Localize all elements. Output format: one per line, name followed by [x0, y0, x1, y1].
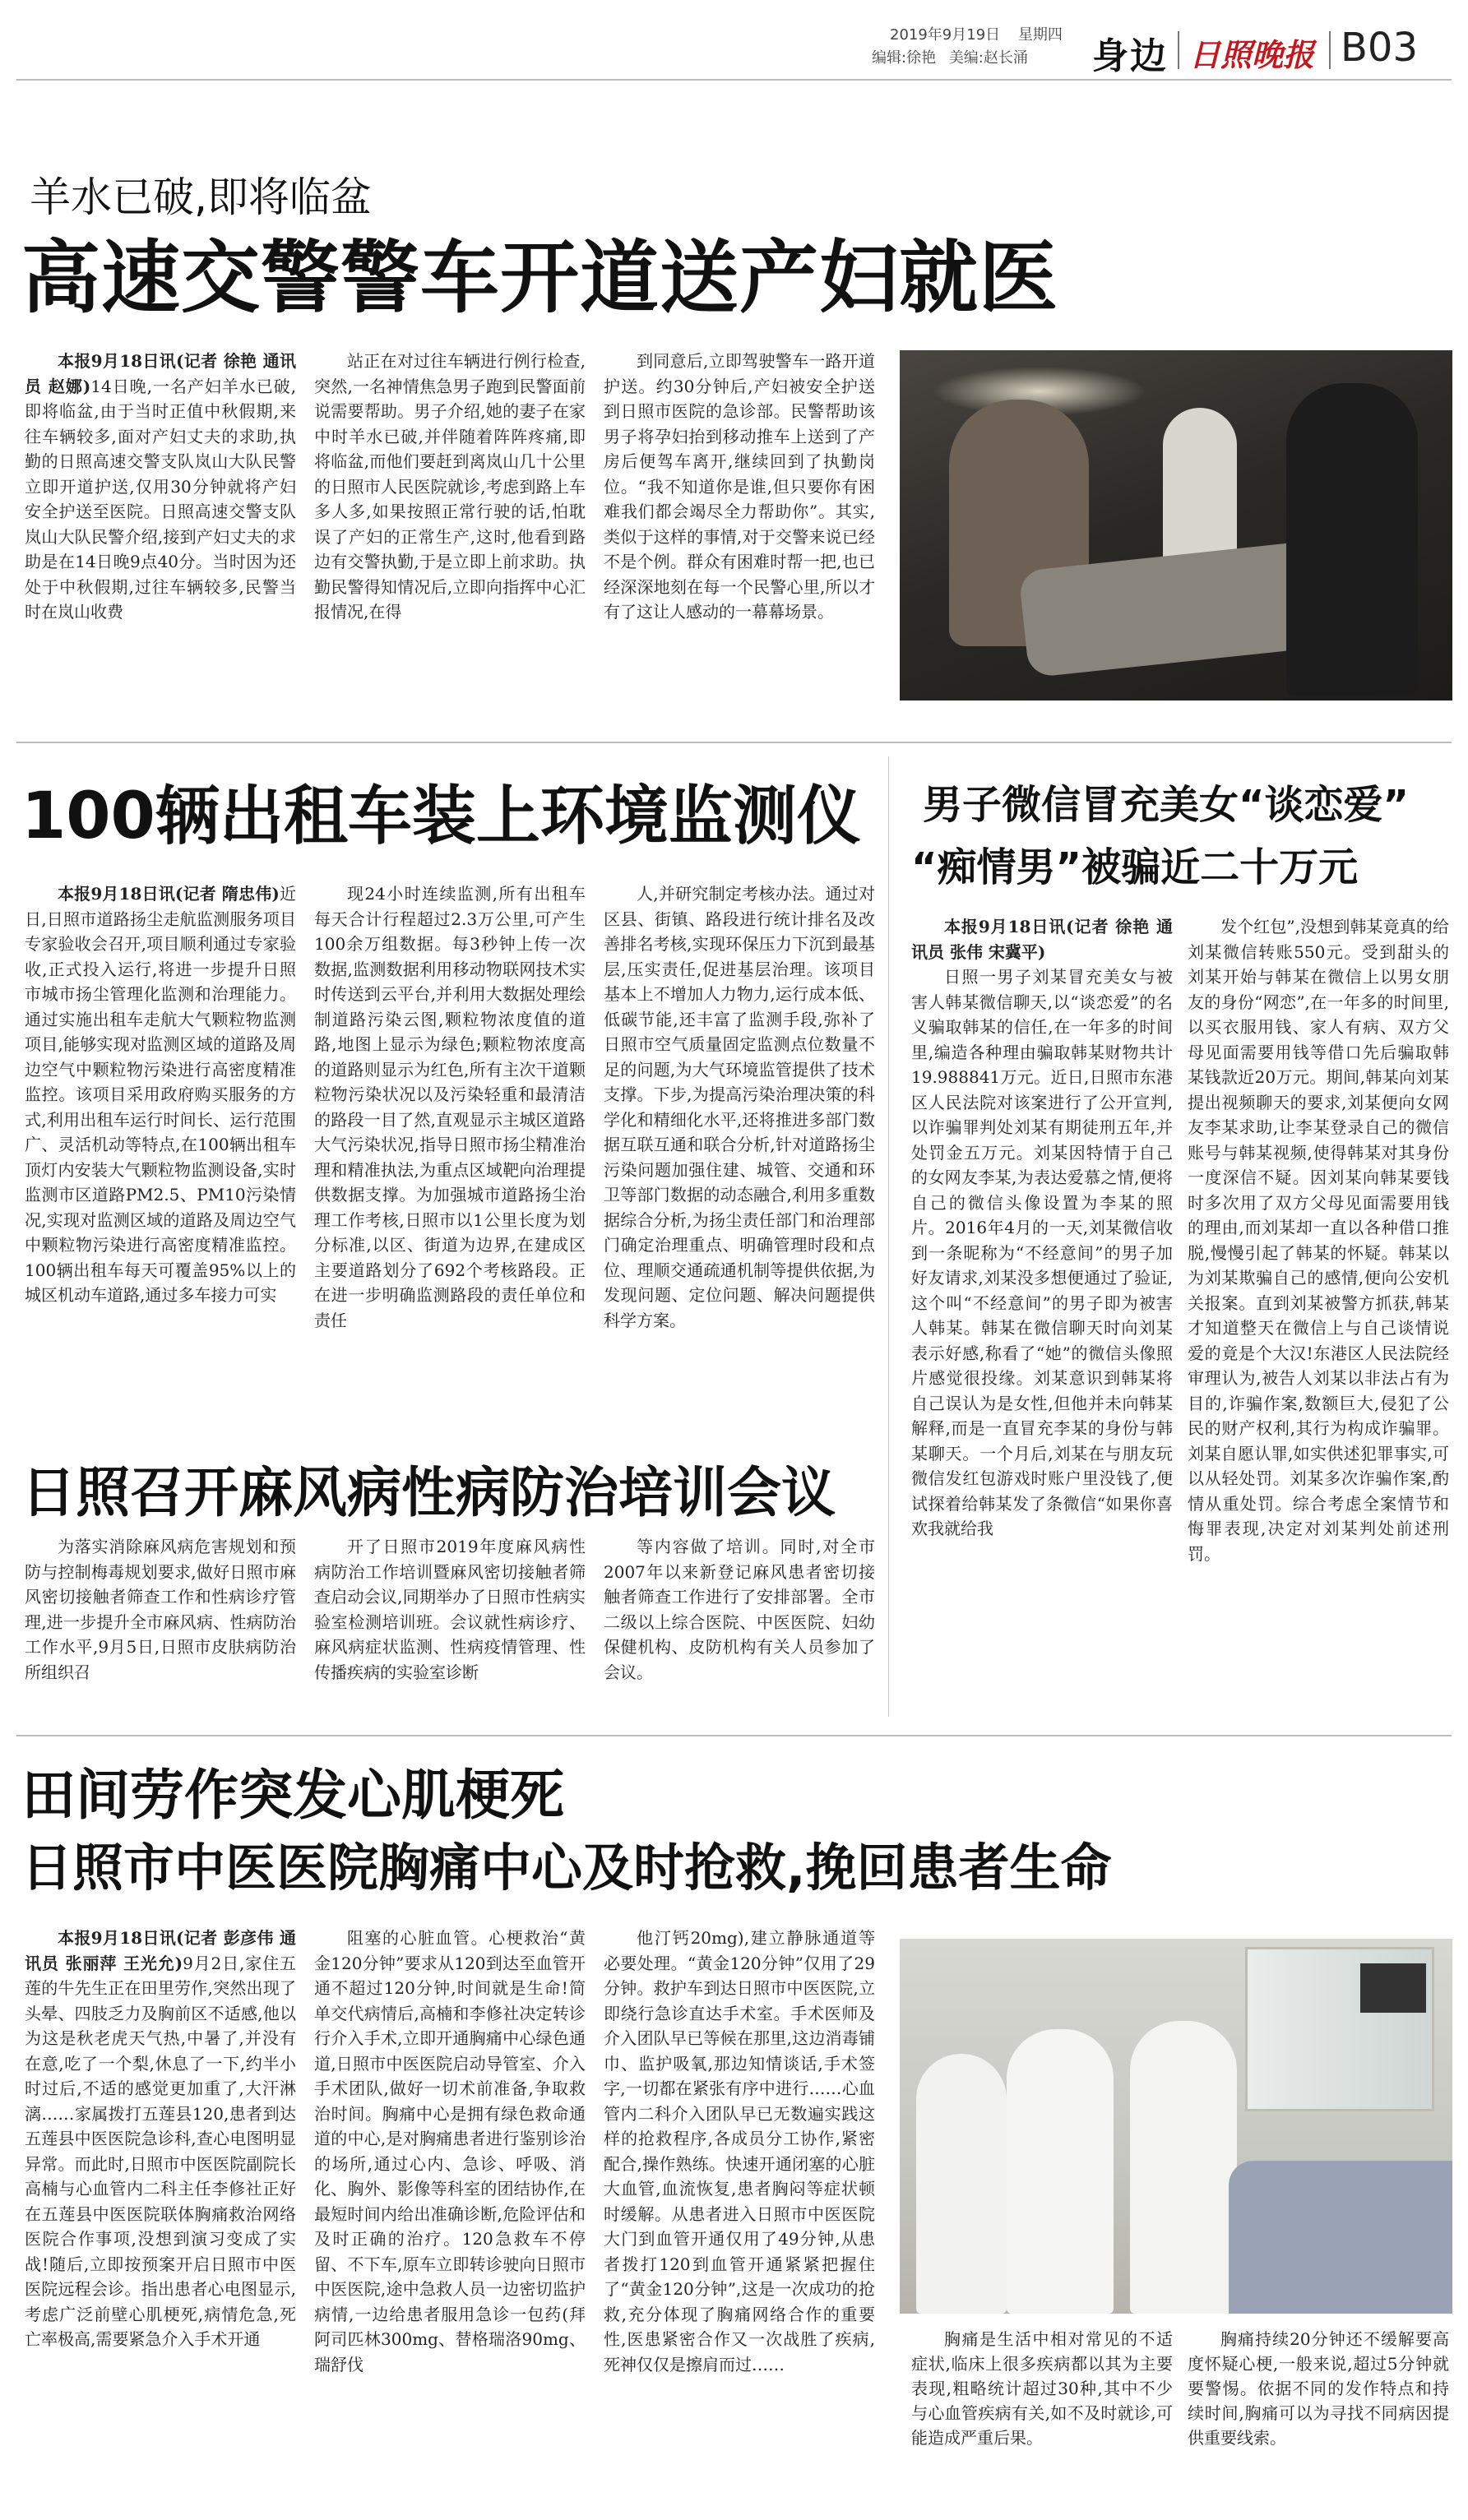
story3-col1-text: 为落实消除麻风病危害规划和预防与控制梅毒规划要求,做好日照市麻风密切接触者筛查工作和性病诊疗管理,进一步提升全市麻风病、性病防治工作水平,9月5日,日照市皮肤病防治所组织召 — [25, 1537, 296, 1682]
story5-headline1: 田间劳作突发心肌梗死 — [21, 1764, 564, 1827]
story5-col2-text: 阻塞的心脏血管。心梗救治“黄金120分钟”要求从120到达至血管开通不超过120分钟,时间就是生命!简单交代病情后,高楠和李修社决定转诊行介入手术,立即开通胸痛中心绿色通道,日照市中医医院启动导管室、介入手术团队,做好一切术前准备,争取救治时间。胸痛中心是拥有绿色救命通道的中心,是对胸痛患者进行鉴别诊治的场所,通过心内、急诊、呼吸、消化、胸外、影像等科室的团结协作,在最短时间内给出准确诊断,危险评估和及时正确的治疗。120急救车不停留、不下车,原车立即转诊驶向日照市中医医院,途中急救人员一边密切监护病情,一边给患者服用急诊一包药(拜阿司匹林300mg、替格瑞洛90mg、瑞舒伐 — [314, 1928, 586, 2374]
story3-col2 — [314, 1534, 586, 1717]
paper-logo: 日照晚报 — [1189, 36, 1315, 73]
story5-caption2 — [1188, 2327, 1449, 2509]
story2-col1-text: 近日,日照市道路扬尘走航监测服务项目专家验收会召开,项目顺利通过专家验收,正式投入运行,将进一步提升日照市城市扬尘管理化监测和治理能力。通过实施出租车走航大气颗粒物监测项目,能够实现对监测区域的道路及周边空气中颗粒物污染进行高密度精准监控。该项目采用政府购买服务的方式,利用出租车运行时间长、运行范围广、灵活机动等特点,在100辆出租车顶灯内安装大气颗粒物监测设备,实时监测市区道路PM2.5、PM10污染情况,实现对监测区域的道路及周边空气中颗粒物污染进行高密度精准监控。100辆出租车每天可覆盖95%以上的城区机动车道路,通过多车接力可实 — [25, 884, 296, 1305]
masthead-divider-1 — [1178, 31, 1179, 69]
story2-col2 — [314, 881, 586, 1431]
story2-headline: 100辆出租车装上环境监测仪 — [21, 779, 861, 853]
story5-caption1-text: 胸痛是生活中相对常见的不适症状,临床上很多疾病都以其为主要表现,粗略统计超过30种,其中不少与心血管疾病有关,如不及时就诊,可能造成严重后果。 — [911, 2329, 1173, 2448]
story5-col3 — [604, 1926, 875, 2511]
photo-monitor — [1360, 1963, 1426, 2013]
story1-col1 — [25, 349, 296, 725]
story1-col1-text: 14日晚,一名产妇羊水已破,即将临盆,由于当时正值中秋假期,来往车辆较多,面对产妇丈夫的求助,执勤的日照高速交警支队岚山大队民警立即开道护送,仅用30分钟就将产妇安全护送至医院。日照高速交警支队岚山大队民警介绍,接到产妇丈夫的求助是在14日晚9点40分。当时因为还处于中秋假期,过往车辆较多,民警当时在岚山收费 — [25, 376, 296, 622]
story4-col1 — [911, 914, 1173, 1717]
story4-divider — [16, 1735, 1452, 1736]
story5-headline2: 日照市中医医院胸痛中心及时抢救,挽回患者生命 — [21, 1838, 1112, 1898]
story1-dateline: 本报9月18日讯(记者 徐艳 通讯员 赵娜) — [25, 351, 296, 396]
story1-headline: 高速交警警车开道送产妇就医 — [21, 232, 1058, 324]
story2-col1 — [25, 881, 296, 1431]
photo-doctor-2 — [1007, 2029, 1114, 2314]
story1-col3 — [604, 349, 875, 725]
story4-headline2: “痴情男”被骗近二十万元 — [911, 844, 1359, 890]
story3-col1 — [25, 1534, 296, 1717]
photo-patient-bed — [1229, 2161, 1452, 2314]
story4-col1-text: 日照一男子刘某冒充美女与被害人韩某微信聊天,以“谈恋爱”的名义骗取韩某的信任,在一年多的时间里,编造各种理由骗取韩某财物共计19.988841万元。近日,日照市东港区人民法院对该案进行了公开宣判,以诈骗罪判处刘某有期徒刑五年,并处罚金五万元。刘某因特情于自己的女网友李某,为表达爱慕之情,便将自己的微信头像设置为李某的照片。2016年4月的一天,刘某微信收到一条昵称为“不经意间”的男子加好友请求,刘某没多想便通过了验证,这个叫“不经意间”的男子即为被害人韩某。韩某在微信聊天时向刘某表示好感,称看了“她”的微信头像照片感觉很投缘。刘某意识到韩某将自己误认为是女性,但他并未向韩某解释,而是一直冒充李某的身份与韩某聊天。一个月后,刘某在与朋友玩微信发红包游戏时账户里没钱了,便试探着给韩某发了条微信“如果你喜欢我就给我 — [911, 967, 1173, 1538]
story3-col3 — [604, 1534, 875, 1717]
story4-headline1: 男子微信冒充美女“谈恋爱” — [923, 782, 1410, 828]
story5-caption2-text: 胸痛持续20分钟还不缓解要高度怀疑心梗,一般来说,超过5分钟就要警惕。依据不同的发作特点和持续时间,胸痛可以为寻找不同病因提供重要线索。 — [1188, 2329, 1449, 2448]
story2-dateline: 本报9月18日讯(记者 隋忠伟) — [58, 884, 280, 904]
story5-col3-text: 他汀钙20mg),建立静脉通道等必要处理。“黄金120分钟”仅用了29分钟。救护车到达日照市中医医院,立即绕行急诊直达手术室。手术医师及介入团队早已等候在那里,这边消毒铺巾、监护吸氧,那边知情谈话,手术签字,一切都在紧张有序中进行……心血管内二科介入团队早已无数遍实践这样的抢救程序,各成员分工协作,紧密配合,操作熟练。快速开通闭塞的心脏大血管,血流恢复,患者胸闷等症状顿时缓解。从患者进入日照市中医医院大门到血管开通仅用了49分钟,从患者拨打120到血管开通紧紧把握住了“黄金120分钟”,这是一次成功的抢救,充分体现了胸痛网络合作的重要性,医患紧密合作又一次战胜了疾病,死神仅仅是擦肩而过…… — [604, 1928, 875, 2374]
story5-col1 — [25, 1926, 296, 2511]
photo-person-right — [1286, 383, 1418, 696]
story4-col2 — [1188, 914, 1449, 1717]
editor-text: 编辑:徐艳 — [872, 49, 937, 67]
weekday-text: 星期四 — [1017, 26, 1063, 44]
story5-caption1 — [911, 2327, 1173, 2509]
story5-col1-text: 9月2日,家住五莲的牛先生正在田里劳作,突然出现了头晕、四肢乏力及胸前区不适感,他以为这是秋老虎天气热,中暑了,并没有在意,吃了一个梨,休息了一下,约半小时过后,不适的感觉更加重了,大汗淋漓……家属拨打五莲县120,患者到达五莲县中医医院急诊科,查心电图明显异常。而此时,日照市中医医院副院长高楠与心血管内二科主任李修社正好在五莲县中医医院联体胸痛救治网络医院合作事项,没想到演习变成了实战!随后,立即按预案开启日照市中医医院远程会诊。指出患者心电图显示,考虑广泛前壁心肌梗死,病情危急,死亡率极高,需要紧急介入手术开通 — [25, 1953, 296, 2349]
page-number: B03 — [1341, 25, 1419, 71]
story2-col2-text: 现24小时连续监测,所有出租车每天合计行程超过2.3万公里,可产生100余万组数据。每3秒钟上传一次数据,监测数据利用移动物联网技术实时传送到云平台,并利用大数据处理绘制道路污染云图,颗粒物浓度值的道路,地图上显示为绿色;颗粒物浓度高的道路则显示为红色,所有主次干道颗粒物污染状况以及污染轻重和最清洁的路段一目了然,直观显示主城区道路大气污染状况,指导日照市扬尘精准治理和精准执法,为重点区域靶向治理提供数据支撑。为加强城市道路扬尘治理工作考核,日照市以1公里长度为划分标准,以区、街道为边界,在建成区主要道路划分了692个考核路段。正在进一步明确监测路段的责任单位和责任 — [314, 884, 586, 1330]
date-text: 2019年9月19日 — [890, 26, 1001, 44]
story5-col2 — [314, 1926, 586, 2511]
story1-kicker: 羊水已破,即将临盆 — [30, 173, 372, 221]
masthead-credits — [872, 46, 1028, 67]
story1-divider — [16, 742, 1452, 743]
story3-headline: 日照召开麻风病性病防治培训会议 — [21, 1461, 836, 1524]
story1-col3-text: 到同意后,立即驾驶警车一路开道护送。约30分钟后,产妇被安全护送到日照市医院的急诊部。民警帮助该男子将孕妇抬到移动推车上送到了产房后便驾车离开,继续回到了执勤岗位。“我不知道你是谁,但只要你有困难我们都会竭尽全力帮助你”。其实,类似于这样的事情,对于交警来说已经不是个例。群众有困难时帮一把,也已经深深地刻在每一个民警心里,所以才有了这让人感动的一幕幕场景。 — [604, 351, 875, 622]
photo-doctor-1 — [916, 2054, 1007, 2314]
story4-dateline: 本报9月18日讯(记者 徐艳 通讯员 张伟 宋冀平) — [911, 917, 1173, 962]
story3-col2-text: 开了日照市2019年度麻风病性病防治工作培训暨麻风密切接触者筛查启动会议,同期举办了日照市性病实验室检测培训班。会议就性病诊疗、麻风病症状监测、性病疫情管理、性传播疾病的实验室诊断 — [314, 1537, 586, 1682]
photo-doctor-3 — [1130, 2021, 1237, 2314]
story4-col2-text: 发个红包”,没想到韩某竟真的给刘某微信转账550元。受到甜头的刘某开始与韩某在微信上以男女朋友的身份“网恋”,在一年多的时间里,以买衣服用钱、家人有病、双方父母见面需要用钱等借口先后骗取韩某钱款近20万元。期间,韩某向刘某提出视频聊天的要求,刘某便向女网友李某求助,让李某登录自己的微信账号与韩某视频,使得韩某对其身份一度深信不疑。因刘某向韩某要钱时多次用了双方父母见面需要用钱的理由,而刘某却一直以各种借口推脱,慢慢引起了韩某的怀疑。韩某以为刘某欺骗自己的感情,便向公安机关报案。直到刘某被警方抓获,韩某才知道整天在微信上与自己谈情说爱的竟是个大汉!东港区人民法院经审理认为,被告人刘某以非法占有为目的,诈骗作案,数额巨大,侵犯了公民的财产权利,其行为构成诈骗罪。刘某自愿认罪,如实供述犯罪事实,可以从轻处罚。刘某多次诈骗作案,酌情从重处罚。综合考虑全案情节和悔罪表现,决定对刘某判处前述刑罚。 — [1188, 917, 1449, 1564]
story2-col3 — [604, 881, 875, 1431]
masthead-date — [890, 23, 1063, 44]
story4-vertical-rule — [888, 756, 889, 1717]
top-rule — [16, 79, 1452, 81]
masthead-divider-2 — [1329, 31, 1331, 69]
story1-photo — [900, 350, 1452, 701]
story1-col2-text: 站正在对过往车辆进行例行检查,突然,一名神情焦急男子跑到民警面前说需要帮助。男子介绍,她的妻子在家中时羊水已破,并伴随着阵阵疼痛,即将临盆,而他们要赶到离岚山几十公里的日照市人民医院就诊,考虑到路上车多人多,如果按照正常行驶的话,怕耽误了产妇的正常生产,这时,他看到路边有交警执勤,于是立即上前求助。执勤民警得知情况后,立即向指挥中心汇报情况,在得 — [314, 351, 586, 622]
story3-col3-text: 等内容做了培训。同时,对全市2007年以来新登记麻风患者密切接触者筛查工作进行了安排部署。全市二级以上综合医院、中医医院、妇幼保健机构、皮防机构有关人员参加了会议。 — [604, 1537, 875, 1682]
story1-col2 — [314, 349, 586, 725]
masthead — [0, 0, 1468, 82]
story5-photo — [900, 1939, 1452, 2314]
story2-col3-text: 人,并研究制定考核办法。通过对区县、街镇、路段进行统计排名及改善排名考核,实现环保压力下沉到最基层,压实责任,促进基层治理。该项目基本上不增加人力物力,运行成本低、低碳节能,还丰富了监测手段,弥补了日照市空气质量固定监测点位数量不足的问题,为大气环境监管提供了技术支撑。下步,为提高污染治理决策的科学化和精细化水平,还将推进多部门数据互联互通和联合分析,针对道路扬尘污染问题加强住建、城管、交通和环卫等部门数据的动态融合,利用多重数据综合分析,为扬尘责任部门和治理部门确定治理重点、明确管理时段和点位、理顺交通疏通机制等提供依据,为发现问题、定位问题、解决问题提供科学方案。 — [604, 884, 875, 1330]
story5-dateline: 本报9月18日讯(记者 彭彦伟 通讯员 张丽萍 王光允) — [25, 1928, 296, 1973]
designer-text: 美编:赵长涌 — [948, 49, 1028, 67]
section-name: 身边 — [1092, 35, 1168, 77]
